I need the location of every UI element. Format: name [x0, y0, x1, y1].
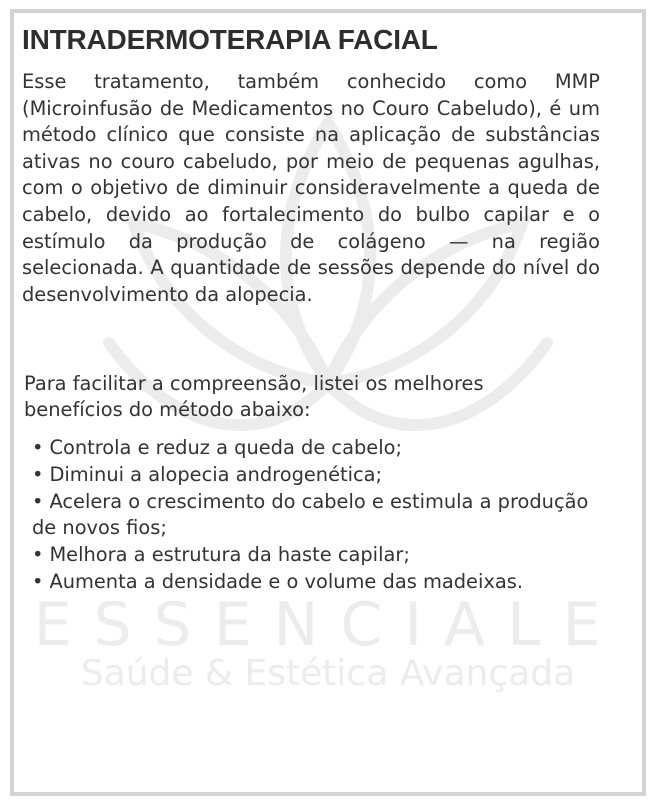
list-item	[32, 462, 592, 489]
list-item	[32, 542, 592, 569]
bullet: •	[32, 569, 44, 593]
list-item	[32, 489, 592, 543]
benefit-text: Melhora a estrutura da haste capilar;	[49, 543, 410, 567]
bullet: •	[32, 489, 44, 513]
intro-paragraph: Esse tratamento, também conhecido como MMP (Microinfusão de Medicamentos no Couro Cabeludo), é um método clínico que consiste na aplicação de substâncias ativas no couro cabeludo, por meio de pequenas agulhas, com o objetivo de diminuir consideravelmente a queda de cabelo, devido ao fortalecimento do bulbo capilar e o estímulo da produção de colágeno — na região selecionada. A quantidade de sessões depende do nível do desenvolvimento da alopecia.	[22, 70, 600, 306]
benefits-lead: Para facilitar a compreensão, listei os melhores benefícios do método abaixo:	[24, 372, 484, 421]
benefit-text: Controla e reduz a queda de cabelo;	[49, 436, 402, 459]
bullet: •	[32, 436, 44, 459]
benefit-text: Diminui a alopecia androgenética;	[49, 462, 383, 486]
bullet: •	[32, 462, 44, 486]
content-card	[10, 9, 646, 796]
benefits-list	[32, 435, 592, 596]
list-item	[32, 435, 592, 462]
benefit-text: Acelera o crescimento do cabelo e estimula a produção de novos fios;	[32, 489, 589, 540]
benefit-text: Aumenta a densidade e o volume das madeixas.	[49, 569, 524, 593]
page-title: INTRADERMOTERAPIA FACIAL	[22, 24, 438, 55]
watermark-tagline: Saúde & Estética Avançada	[80, 653, 576, 694]
list-item	[32, 569, 592, 596]
watermark-brand: ESSENCIALE	[33, 590, 623, 660]
bullet: •	[32, 543, 44, 567]
